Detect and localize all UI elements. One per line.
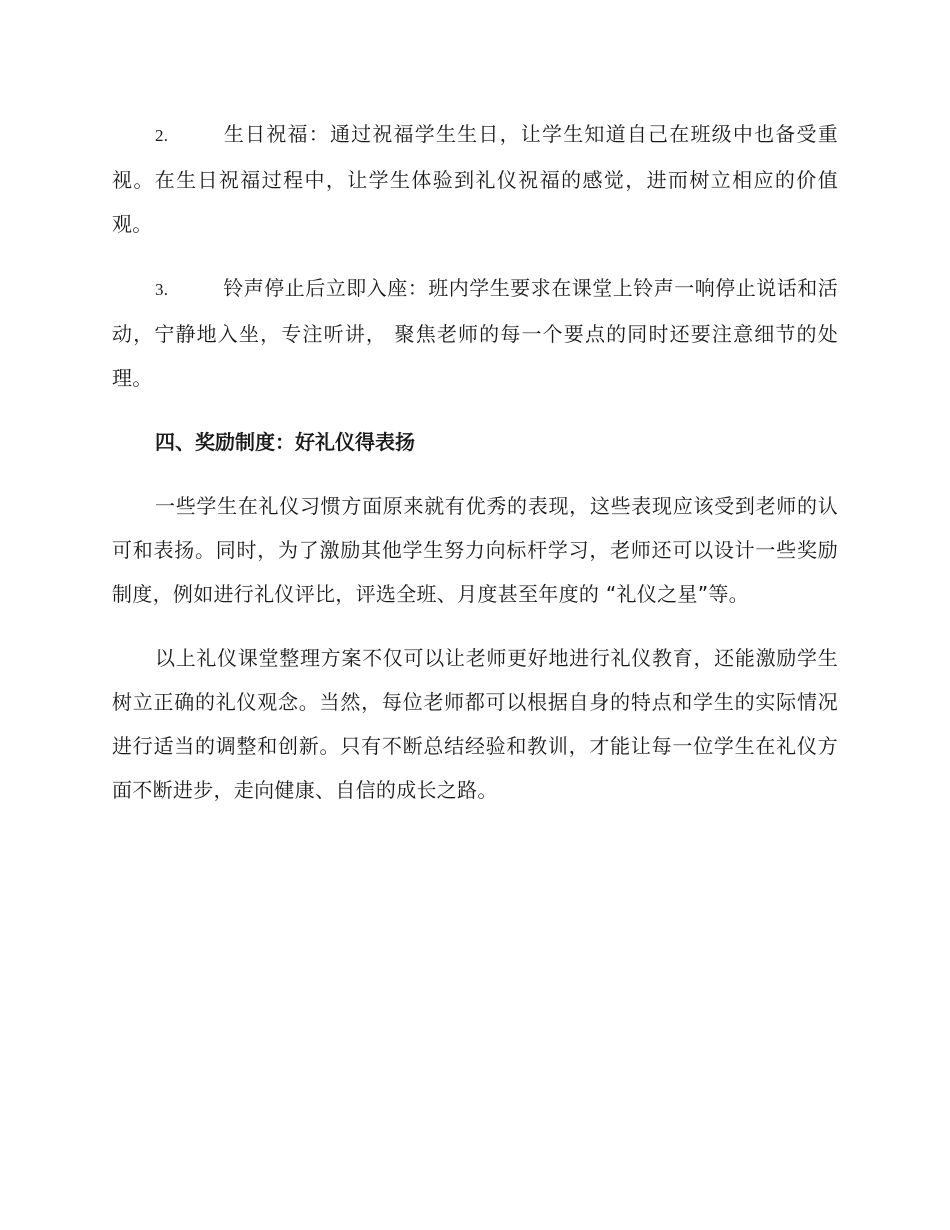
list-item-text: 铃声停止后立即入座：班内学生要求在课堂上铃声一响停止说话和活动，宁静地入坐，专注听讲， 聚焦老师的每一个要点的同时还要注意细节的处理。: [112, 276, 838, 390]
list-item-number: 3.: [155, 280, 169, 299]
body-paragraph: 以上礼仪课堂整理方案不仅可以让老师更好地进行礼仪教育，还能激励学生树立正确的礼仪观念。当然，每位老师都可以根据自身的特点和学生的实际情况进行适当的调整和创新。只有不断总结经验和教训，才能让每一位学生在礼仪方面不断进步，走向健康、自信的成长之路。: [112, 646, 838, 802]
list-item-text: 生日祝福：通过祝福学生生日，让学生知道自己在班级中也备受重视。在生日祝福过程中，让学生体验到礼仪祝福的感觉，进而树立相应的价值观。: [112, 122, 838, 236]
list-item-number: 2.: [155, 126, 169, 145]
body-paragraph: 一些学生在礼仪习惯方面原来就有优秀的表现，这些表现应该受到老师的认可和表扬。同时，为了激励其他学生努力向标杆学习，老师还可以设计一些奖励制度，例如进行礼仪评比，评选全班、月度甚至年度的 “礼仪之星”等。: [112, 494, 838, 606]
section-heading: 四、奖励制度：好礼仪得表扬: [155, 430, 415, 454]
document-body: [112, 112, 838, 832]
list-item: [112, 112, 838, 246]
list-item: [112, 266, 838, 400]
